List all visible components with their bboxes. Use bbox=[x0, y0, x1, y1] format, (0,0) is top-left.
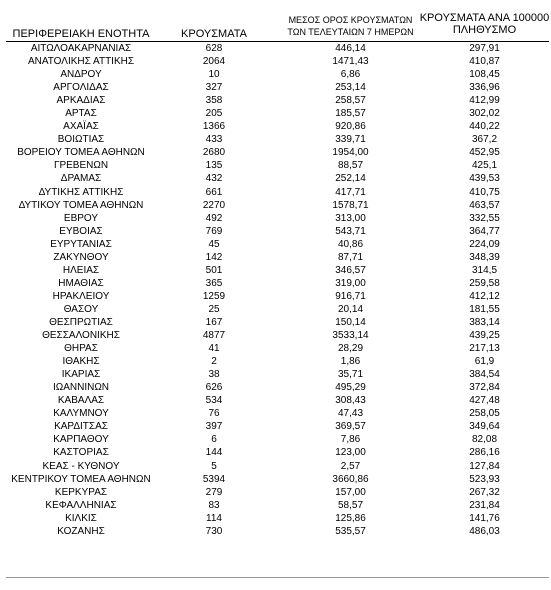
cell-cases-per-100k: 439,25 bbox=[469, 330, 500, 342]
cell-cases-per-100k: 349,64 bbox=[469, 421, 500, 433]
cell-cases: 730 bbox=[205, 525, 223, 537]
table-body bbox=[0, 42, 551, 538]
cell-cases: 661 bbox=[205, 186, 223, 198]
cell-seven-day-average: 2,57 bbox=[340, 460, 361, 472]
cell-seven-day-average: 417,71 bbox=[335, 186, 366, 198]
header-per-line-1: ΚΡΟΥΣΜΑΤΑ ΑΝΑ 100000 bbox=[419, 12, 550, 24]
header-avg-line-2: ΤΩΝ ΤΕΛΕΥΤΑΙΩΝ 7 ΗΜΕΡΩΝ bbox=[287, 27, 414, 37]
cell-region: ΑΙΤΩΛΟΑΚΑΡΝΑΝΙΑΣ bbox=[30, 43, 132, 54]
cell-region: ΑΡΚΑΔΙΑΣ bbox=[56, 95, 106, 107]
cell-cases-per-100k: 463,57 bbox=[469, 199, 500, 211]
cell-cases: 142 bbox=[205, 251, 223, 263]
cell-seven-day-average: 1578,71 bbox=[332, 199, 369, 211]
cell-cases: 167 bbox=[205, 316, 223, 328]
cell-cases-per-100k: 332,55 bbox=[469, 212, 500, 224]
cell-cases-per-100k: 383,14 bbox=[469, 316, 500, 328]
cell-region: ΑΧΑΪΑΣ bbox=[63, 121, 99, 133]
cell-seven-day-average: 87,71 bbox=[337, 251, 364, 263]
cell-seven-day-average: 319,00 bbox=[335, 277, 366, 289]
cell-seven-day-average: 252,14 bbox=[335, 173, 366, 185]
cell-cases-per-100k: 127,84 bbox=[469, 460, 500, 472]
table-row bbox=[0, 290, 551, 303]
cell-cases-per-100k: 108,45 bbox=[469, 69, 500, 81]
cell-region: ΚΕΝΤΡΙΚΟΥ ΤΟΜΕΑ ΑΘΗΝΩΝ bbox=[11, 473, 151, 485]
cell-region: ΚΙΛΚΙΣ bbox=[65, 512, 97, 524]
cell-cases-per-100k: 302,02 bbox=[469, 108, 500, 120]
cell-region: ΖΑΚΥΝΘΟΥ bbox=[53, 251, 109, 263]
cell-cases: 397 bbox=[205, 421, 223, 433]
cell-region: ΑΝΑΤΟΛΙΚΗΣ ΑΤΤΙΚΗΣ bbox=[27, 56, 135, 68]
table-row bbox=[0, 381, 551, 394]
cell-cases: 2270 bbox=[202, 199, 226, 211]
header-per-line-2: ΠΛΗΘΥΣΜΟ bbox=[452, 24, 517, 36]
cell-cases-per-100k: 412,99 bbox=[469, 95, 500, 107]
header-cases-per-100k bbox=[418, 12, 551, 36]
cell-cases-per-100k: 364,77 bbox=[469, 225, 500, 237]
cell-cases-per-100k: 224,09 bbox=[469, 238, 500, 250]
cell-cases-per-100k: 440,22 bbox=[469, 121, 500, 133]
cell-cases-per-100k: 425,1 bbox=[471, 160, 498, 172]
cell-region: ΚΑΡΔΙΤΣΑΣ bbox=[54, 421, 108, 433]
cell-seven-day-average: 125,86 bbox=[335, 512, 366, 524]
cell-cases: 628 bbox=[205, 43, 223, 54]
cell-cases-per-100k: 410,87 bbox=[469, 56, 500, 68]
cell-region: ΘΑΣΟΥ bbox=[63, 303, 99, 315]
cell-region: ΗΜΑΘΙΑΣ bbox=[58, 277, 104, 289]
cell-cases: 5 bbox=[211, 460, 217, 472]
cell-cases-per-100k: 372,84 bbox=[469, 382, 500, 394]
table-row bbox=[0, 172, 551, 185]
cell-region: ΘΕΣΣΑΛΟΝΙΚΗΣ bbox=[42, 330, 120, 342]
table-row bbox=[0, 303, 551, 316]
cell-seven-day-average: 123,00 bbox=[335, 447, 366, 459]
header-avg-line-1: ΜΕΣΟΣ ΟΡΟΣ ΚΡΟΥΣΜΑΤΩΝ bbox=[288, 15, 413, 25]
cell-cases: 205 bbox=[205, 108, 223, 120]
cell-cases-per-100k: 61,9 bbox=[474, 356, 495, 368]
cell-cases-per-100k: 336,96 bbox=[469, 82, 500, 94]
cell-region: ΔΥΤΙΚΟΥ ΤΟΜΕΑ ΑΘΗΝΩΝ bbox=[18, 199, 144, 211]
table-row bbox=[0, 238, 551, 251]
cell-cases: 4877 bbox=[202, 330, 226, 342]
table-row bbox=[0, 251, 551, 264]
cell-cases: 6 bbox=[211, 434, 217, 446]
cell-cases: 114 bbox=[206, 512, 222, 524]
cell-seven-day-average: 150,14 bbox=[335, 316, 366, 328]
cell-seven-day-average: 346,57 bbox=[335, 264, 366, 276]
table-row bbox=[0, 120, 551, 133]
cell-cases-per-100k: 286,16 bbox=[469, 447, 500, 459]
cell-seven-day-average: 543,71 bbox=[335, 225, 366, 237]
table-row bbox=[0, 342, 551, 355]
cell-cases: 2680 bbox=[202, 147, 226, 159]
cell-region: ΒΟΡΕΙΟΥ ΤΟΜΕΑ ΑΘΗΝΩΝ bbox=[17, 147, 145, 159]
cell-seven-day-average: 369,57 bbox=[335, 421, 366, 433]
cell-region: ΔΡΑΜΑΣ bbox=[60, 173, 102, 185]
cell-seven-day-average: 535,57 bbox=[335, 525, 366, 537]
cell-cases: 492 bbox=[205, 212, 223, 224]
cell-seven-day-average: 339,71 bbox=[335, 134, 366, 146]
cell-region: ΚΑΣΤΟΡΙΑΣ bbox=[53, 447, 109, 459]
cell-cases: 365 bbox=[205, 277, 223, 289]
cell-region: ΘΕΣΠΡΩΤΙΑΣ bbox=[49, 316, 113, 328]
cell-seven-day-average: 157,00 bbox=[335, 486, 366, 498]
header-cases: ΚΡΟΥΣΜΑΤΑ bbox=[181, 28, 247, 40]
table-row bbox=[0, 81, 551, 94]
cell-cases-per-100k: 267,32 bbox=[469, 486, 500, 498]
cell-cases: 135 bbox=[205, 160, 223, 172]
table-row bbox=[0, 407, 551, 420]
table-row bbox=[0, 316, 551, 329]
table-row bbox=[0, 420, 551, 433]
table-row bbox=[0, 264, 551, 277]
cell-seven-day-average: 495,29 bbox=[335, 382, 366, 394]
cell-region: ΗΛΕΙΑΣ bbox=[62, 264, 100, 276]
cell-cases: 626 bbox=[205, 382, 223, 394]
table-row bbox=[0, 355, 551, 368]
cell-cases-per-100k: 217,13 bbox=[469, 343, 500, 355]
cell-seven-day-average: 920,86 bbox=[335, 121, 366, 133]
cell-region: ΒΟΙΩΤΙΑΣ bbox=[57, 134, 105, 146]
cell-cases-per-100k: 412,12 bbox=[469, 290, 500, 302]
cell-cases-per-100k: 258,05 bbox=[469, 408, 500, 420]
cell-cases: 144 bbox=[205, 447, 223, 459]
table-row bbox=[0, 473, 551, 486]
cell-seven-day-average: 28,29 bbox=[337, 343, 364, 355]
cell-seven-day-average: 47,43 bbox=[337, 408, 364, 420]
table-row bbox=[0, 42, 551, 55]
cell-seven-day-average: 35,71 bbox=[337, 369, 364, 381]
cell-region: ΕΒΡΟΥ bbox=[63, 212, 99, 224]
cell-seven-day-average: 3533,14 bbox=[332, 330, 369, 342]
cell-region: ΘΗΡΑΣ bbox=[64, 343, 98, 355]
cell-cases: 1259 bbox=[202, 290, 226, 302]
cell-cases: 358 bbox=[205, 95, 223, 107]
cell-cases-per-100k: 297,91 bbox=[469, 43, 500, 54]
table-row bbox=[0, 186, 551, 199]
table-row bbox=[0, 446, 551, 459]
cell-region: ΑΝΔΡΟΥ bbox=[60, 69, 102, 81]
cell-region: ΚΑΛΥΜΝΟΥ bbox=[53, 408, 109, 420]
cell-seven-day-average: 1,86 bbox=[340, 356, 361, 368]
cell-cases: 279 bbox=[205, 486, 223, 498]
cell-cases-per-100k: 314,5 bbox=[471, 264, 498, 276]
cell-region: ΚΑΒΑΛΑΣ bbox=[57, 395, 105, 407]
cell-cases-per-100k: 231,84 bbox=[469, 499, 500, 511]
cell-region: ΗΡΑΚΛΕΙΟΥ bbox=[52, 290, 110, 302]
cell-seven-day-average: 313,00 bbox=[335, 212, 366, 224]
cell-seven-day-average: 3660,86 bbox=[332, 473, 369, 485]
cell-cases-per-100k: 141,76 bbox=[469, 512, 500, 524]
cell-region: ΙΘΑΚΗΣ bbox=[62, 356, 100, 368]
cell-cases: 5394 bbox=[202, 473, 226, 485]
table-row bbox=[0, 486, 551, 499]
table-bottom-divider bbox=[6, 577, 549, 578]
cell-cases-per-100k: 181,55 bbox=[469, 303, 500, 315]
cell-seven-day-average: 6,86 bbox=[340, 69, 361, 81]
cell-cases-per-100k: 523,93 bbox=[469, 473, 500, 485]
table-row bbox=[0, 512, 551, 525]
table-row bbox=[0, 212, 551, 225]
cell-region: ΚΕΦΑΛΛΗΝΙΑΣ bbox=[45, 499, 117, 511]
cell-seven-day-average: 1471,43 bbox=[332, 56, 369, 68]
cell-seven-day-average: 20,14 bbox=[337, 303, 364, 315]
table-row bbox=[0, 107, 551, 120]
cell-cases-per-100k: 82,08 bbox=[471, 434, 498, 446]
cell-cases: 432 bbox=[205, 173, 223, 185]
cell-region: ΚΑΡΠΑΘΟΥ bbox=[53, 434, 109, 446]
cell-cases: 2064 bbox=[202, 56, 226, 68]
cell-cases: 10 bbox=[208, 69, 220, 81]
cell-seven-day-average: 88,57 bbox=[337, 160, 364, 172]
table-row bbox=[0, 146, 551, 159]
cell-seven-day-average: 258,57 bbox=[335, 95, 366, 107]
cell-cases: 41 bbox=[208, 343, 220, 355]
cell-region: ΓΡΕΒΕΝΩΝ bbox=[53, 160, 109, 172]
table-row bbox=[0, 460, 551, 473]
header-region: ΠΕΡΙΦΕΡΕΙΑΚΗ ΕΝΟΤΗΤΑ bbox=[12, 28, 150, 40]
cell-seven-day-average: 40,86 bbox=[337, 238, 364, 250]
cell-region: ΚΕΑΣ - ΚΥΘΝΟΥ bbox=[42, 460, 120, 472]
cell-cases-per-100k: 486,03 bbox=[469, 525, 500, 537]
table-row bbox=[0, 55, 551, 68]
cell-region: ΑΡΤΑΣ bbox=[65, 108, 97, 120]
cell-seven-day-average: 1954,00 bbox=[332, 147, 369, 159]
cell-seven-day-average: 7,86 bbox=[340, 434, 361, 446]
cell-seven-day-average: 253,14 bbox=[335, 82, 366, 94]
table-row bbox=[0, 433, 551, 446]
cell-region: ΚΟΖΑΝΗΣ bbox=[57, 525, 105, 537]
cell-cases: 38 bbox=[208, 369, 220, 381]
cell-region: ΕΥΡΥΤΑΝΙΑΣ bbox=[50, 238, 112, 250]
cell-cases: 534 bbox=[205, 395, 223, 407]
cell-cases: 25 bbox=[208, 303, 220, 315]
cell-seven-day-average: 58,57 bbox=[337, 499, 364, 511]
cell-cases: 501 bbox=[205, 264, 223, 276]
cell-seven-day-average: 308,43 bbox=[335, 395, 366, 407]
cell-cases-per-100k: 410,75 bbox=[469, 186, 500, 198]
cell-cases: 45 bbox=[208, 238, 220, 250]
table-row bbox=[0, 68, 551, 81]
cell-cases: 83 bbox=[208, 499, 220, 511]
cell-region: ΚΕΡΚΥΡΑΣ bbox=[54, 486, 108, 498]
cell-cases: 327 bbox=[205, 82, 223, 94]
cell-cases: 433 bbox=[205, 134, 223, 146]
table-row bbox=[0, 329, 551, 342]
cell-region: ΑΡΓΟΛΙΔΑΣ bbox=[53, 82, 109, 94]
cell-region: ΕΥΒΟΙΑΣ bbox=[59, 225, 103, 237]
cell-cases-per-100k: 348,39 bbox=[469, 251, 500, 263]
cell-cases: 1366 bbox=[202, 121, 226, 133]
table-row bbox=[0, 133, 551, 146]
cell-cases-per-100k: 452,95 bbox=[469, 147, 500, 159]
cell-cases: 76 bbox=[208, 408, 220, 420]
cell-cases-per-100k: 384,54 bbox=[469, 369, 500, 381]
cell-seven-day-average: 185,57 bbox=[335, 108, 366, 120]
header-seven-day-average bbox=[283, 14, 418, 38]
cell-seven-day-average: 446,14 bbox=[335, 43, 366, 54]
table-row bbox=[0, 525, 551, 538]
cell-cases: 2 bbox=[211, 356, 217, 368]
cell-cases-per-100k: 427,48 bbox=[469, 395, 500, 407]
cell-cases: 769 bbox=[205, 225, 223, 237]
cell-region: ΙΚΑΡΙΑΣ bbox=[61, 369, 101, 381]
cell-region: ΔΥΤΙΚΗΣ ΑΤΤΙΚΗΣ bbox=[38, 186, 124, 198]
table-row bbox=[0, 94, 551, 107]
table-row bbox=[0, 225, 551, 238]
cell-region: ΙΩΑΝΝΙΝΩΝ bbox=[52, 382, 110, 394]
table-row bbox=[0, 368, 551, 381]
cell-cases-per-100k: 259,58 bbox=[469, 277, 500, 289]
table-row bbox=[0, 394, 551, 407]
cell-cases-per-100k: 439,53 bbox=[469, 173, 500, 185]
table-row bbox=[0, 499, 551, 512]
table-row bbox=[0, 159, 551, 172]
cell-cases-per-100k: 367,2 bbox=[471, 134, 498, 146]
table-row bbox=[0, 277, 551, 290]
cell-seven-day-average: 916,71 bbox=[335, 290, 366, 302]
table-row bbox=[0, 199, 551, 212]
